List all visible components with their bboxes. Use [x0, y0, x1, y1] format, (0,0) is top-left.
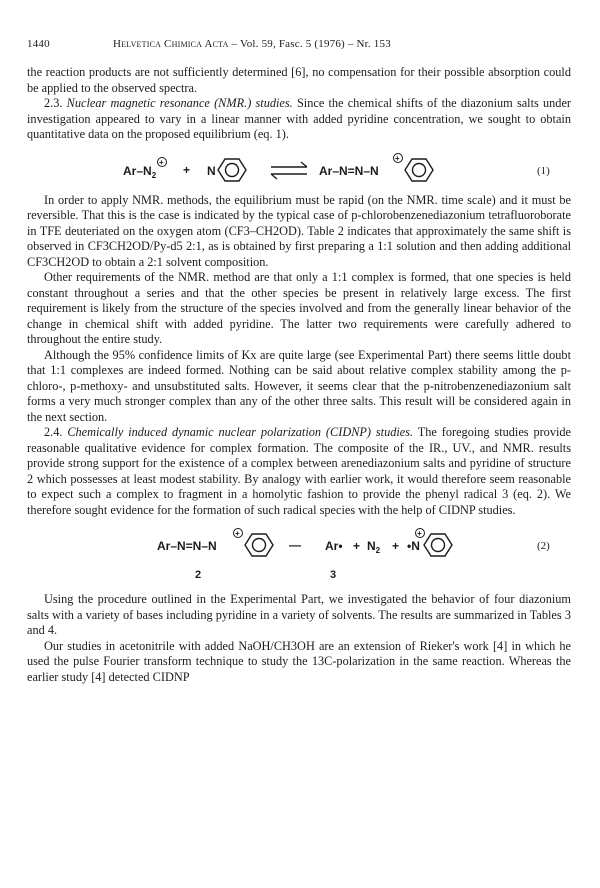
equation-1 — [27, 149, 571, 187]
equation-2-diagram — [27, 526, 571, 584]
eq2-phenyl-radical: Ar• — [325, 539, 343, 553]
section-number: 2.3. — [44, 96, 63, 110]
eq1-product: Ar–N=N–N — [319, 163, 379, 178]
compound-label-2: 2 — [195, 569, 202, 581]
svg-text:+: + — [395, 153, 400, 163]
svg-text:+: + — [159, 157, 164, 167]
pyridinium-ring-icon — [245, 534, 273, 556]
journal-title — [113, 38, 391, 50]
section-2-4 — [27, 425, 571, 518]
paragraph-cidnp-2: Our studies in acetonitrile with added NaOH/CH3OH are an extension of Rieker's work [4] in which he used the pulse Fourier transform technique to study the 13C-polarization in the same reaction. Whereas the earlier study [4] detected CIDNP — [27, 638, 571, 684]
compound-label-3: 3 — [330, 569, 337, 581]
paragraph-nmr-1: In order to apply NMR. methods, the equilibrium must be rapid (on the NMR. time scale) and it must be reversible. That this is the case is indicated by the typical case of p-chlorobenzenediazonium tetrafluoroborate in TFE deuteriated on the oxygen atom (CF3–CH2OD). Table 2 indicates that approximately the same shift is observed in CF3CH2OD/Py-d5 2:1, as is obtained by first preparing a 1:1 solution and then adding additional CF3CH2OD to obtain a 2:1 solvent composition. — [27, 192, 571, 269]
paragraph-intro: the reaction products are not sufficiently determined [6], no compensation for their possible absorption could be applied to the observed spectra. — [27, 65, 571, 95]
section-text: Since the chemical shifts of the diazonium salts under investigation appeared to vary in a linear manner with added pyridine concentration, we sought to obtain quantitative data on the proposed equilibrium (eq. 1). — [27, 96, 572, 141]
equation-number: (2) — [537, 540, 550, 552]
pyridinium-ring-icon — [405, 159, 433, 181]
eq1-ar-n2: $Ar-N_2$ — [123, 163, 157, 180]
page-number: 1440 — [27, 38, 50, 50]
journal-page — [27, 38, 571, 685]
pyridine-ring-icon — [218, 159, 246, 181]
section-2-3 — [27, 96, 571, 143]
eq2-pyridine-radical: •N — [407, 539, 420, 553]
paragraph-cidnp-1: Using the procedure outlined in the Experimental Part, we investigated the behavior of four diazonium salts with a variety of bases including pyridine in a variety of solvents. The results are summarized in Tables 3 and 4. — [27, 592, 571, 637]
eq2-nitrogen: $N_2$ — [367, 539, 381, 555]
section-text: The foregoing studies provide reasonable qualitative evidence for complex formation. The composite of the IR., UV., and NMR. results provide strong support for the existence of a complex between arenediazonium salts and pyridine of structure 2 which possesses at least modest stability. By analogy with earlier work, it would therefore seem reasonable to expect such a complex to fragment in a homolytic fashion to provide the phenyl radical 3 (eq. 2). We therefore sought evidence for the formation of such radical species with the help of CIDNP studies. — [27, 425, 572, 517]
equation-number: (1) — [537, 164, 550, 177]
section-number: 2.4. — [44, 425, 63, 439]
running-header — [27, 38, 571, 54]
eq2-plus-1: + — [353, 539, 361, 553]
paragraph-nmr-2: Other requirements of the NMR. method are that only a 1:1 complex is formed, that one species is held constant throughout a series and that the other species be present in relatively large excess. The first requirement is likely from the structure of the species involved and from the generally linear behavior of the change in chemical shift with added pyridine. The latter two requirements were carefully adhered to throughout the entire study. — [27, 270, 571, 346]
equilibrium-arrow-icon — [271, 162, 307, 179]
svg-text:+: + — [417, 529, 422, 538]
svg-text:+: + — [235, 529, 240, 538]
equation-1-diagram — [27, 149, 571, 187]
eq2-complex: Ar–N=N–N — [157, 539, 217, 553]
paragraph-nmr-3: Although the 95% confidence limits of Kx are quite large (see Experimental Part) there seems little doubt that 1:1 complexes are indeed formed. Nothing can be said about relative complex stability among the p-chloro-, p-methoxy- and unsubstituted salts. However, it seems clear that the p-nitrobenzenediazonium salt forms a very much stronger complex than any of the other three salts. This result will be considered again in the next section. — [27, 347, 571, 424]
eq2-arrow: — — [289, 538, 301, 552]
section-title: Chemically induced dynamic nuclear polarization (CIDNP) studies. — [67, 425, 414, 439]
pyridinium-radical-ring-icon — [424, 534, 452, 556]
eq1-plus: + — [183, 162, 191, 177]
section-title: Nuclear magnetic resonance (NMR.) studies. — [66, 96, 293, 110]
equation-2 — [27, 526, 571, 584]
eq1-pyridine-n: N — [207, 163, 216, 178]
eq2-plus-2: + — [392, 539, 400, 553]
journal-name: Helvetica Chimica Acta — [113, 38, 229, 50]
issue-info: – Vol. 59, Fasc. 5 (1976) – Nr. 153 — [231, 38, 391, 50]
